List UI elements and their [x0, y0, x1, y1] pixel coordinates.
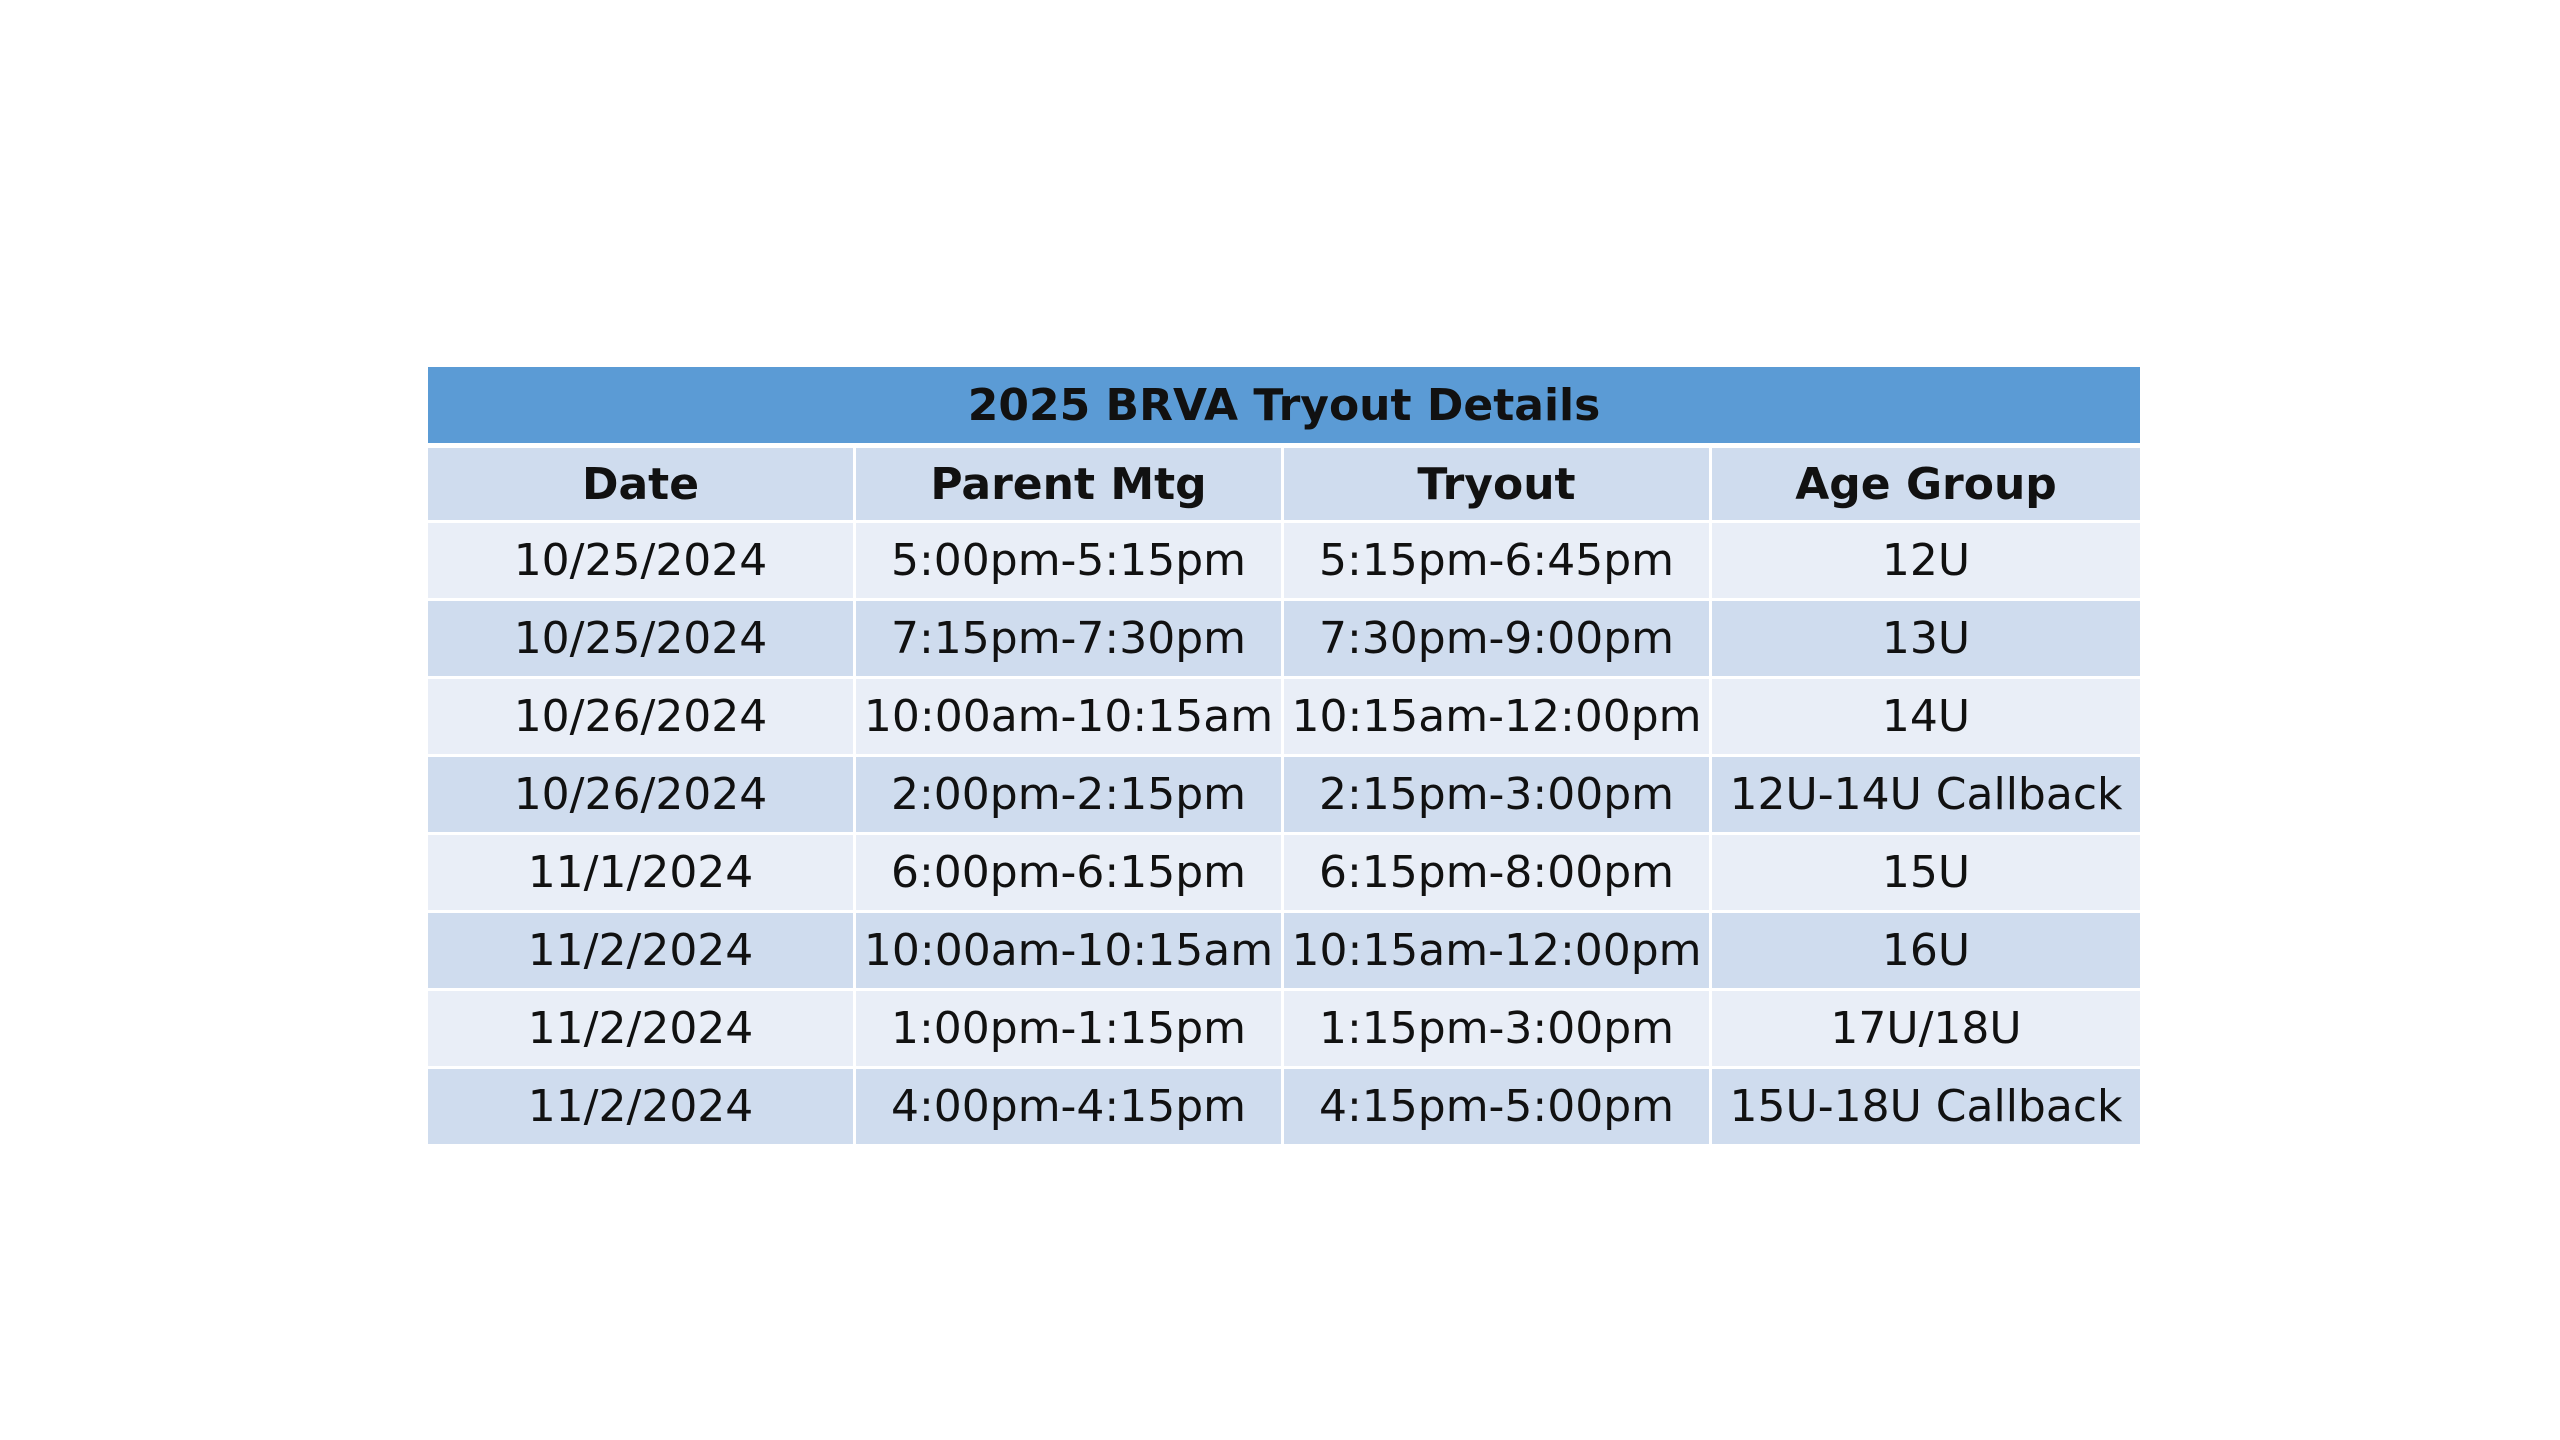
age-group-cell: 12U: [1712, 523, 2140, 601]
table-row: [428, 679, 2140, 757]
age-group-cell: 12U-14U Callback: [1712, 757, 2140, 835]
date-cell: 11/2/2024: [428, 1069, 856, 1144]
date-cell: 11/2/2024: [428, 991, 856, 1069]
header-parent-mtg: Parent Mtg: [856, 448, 1284, 523]
age-group-cell: 17U/18U: [1712, 991, 2140, 1069]
tryout-cell: 2:15pm-3:00pm: [1284, 757, 1712, 835]
table-title: 2025 BRVA Tryout Details: [428, 367, 2140, 448]
date-cell: 11/2/2024: [428, 913, 856, 991]
age-group-cell: 14U: [1712, 679, 2140, 757]
age-group-cell: 15U: [1712, 835, 2140, 913]
tryout-cell: 5:15pm-6:45pm: [1284, 523, 1712, 601]
table-row: [428, 1069, 2140, 1144]
date-cell: 11/1/2024: [428, 835, 856, 913]
header-date: Date: [428, 448, 856, 523]
parent-mtg-cell: 4:00pm-4:15pm: [856, 1069, 1284, 1144]
header-age-group: Age Group: [1712, 448, 2140, 523]
tryout-cell: 7:30pm-9:00pm: [1284, 601, 1712, 679]
table-row: [428, 913, 2140, 991]
date-cell: 10/25/2024: [428, 523, 856, 601]
date-cell: 10/25/2024: [428, 601, 856, 679]
header-tryout: Tryout: [1284, 448, 1712, 523]
age-group-cell: 13U: [1712, 601, 2140, 679]
table-header-row: [428, 448, 2140, 523]
table-row: [428, 835, 2140, 913]
table-row: [428, 523, 2140, 601]
age-group-cell: 15U-18U Callback: [1712, 1069, 2140, 1144]
table-row: [428, 991, 2140, 1069]
parent-mtg-cell: 7:15pm-7:30pm: [856, 601, 1284, 679]
age-group-cell: 16U: [1712, 913, 2140, 991]
parent-mtg-cell: 10:00am-10:15am: [856, 679, 1284, 757]
date-cell: 10/26/2024: [428, 757, 856, 835]
parent-mtg-cell: 1:00pm-1:15pm: [856, 991, 1284, 1069]
table-row: [428, 601, 2140, 679]
parent-mtg-cell: 2:00pm-2:15pm: [856, 757, 1284, 835]
parent-mtg-cell: 6:00pm-6:15pm: [856, 835, 1284, 913]
tryout-cell: 10:15am-12:00pm: [1284, 679, 1712, 757]
tryout-details-table: [428, 367, 2140, 1144]
table-row: [428, 757, 2140, 835]
parent-mtg-cell: 10:00am-10:15am: [856, 913, 1284, 991]
tryout-cell: 10:15am-12:00pm: [1284, 913, 1712, 991]
table-title-row: [428, 367, 2140, 448]
tryout-cell: 6:15pm-8:00pm: [1284, 835, 1712, 913]
date-cell: 10/26/2024: [428, 679, 856, 757]
tryout-cell: 1:15pm-3:00pm: [1284, 991, 1712, 1069]
parent-mtg-cell: 5:00pm-5:15pm: [856, 523, 1284, 601]
tryout-cell: 4:15pm-5:00pm: [1284, 1069, 1712, 1144]
